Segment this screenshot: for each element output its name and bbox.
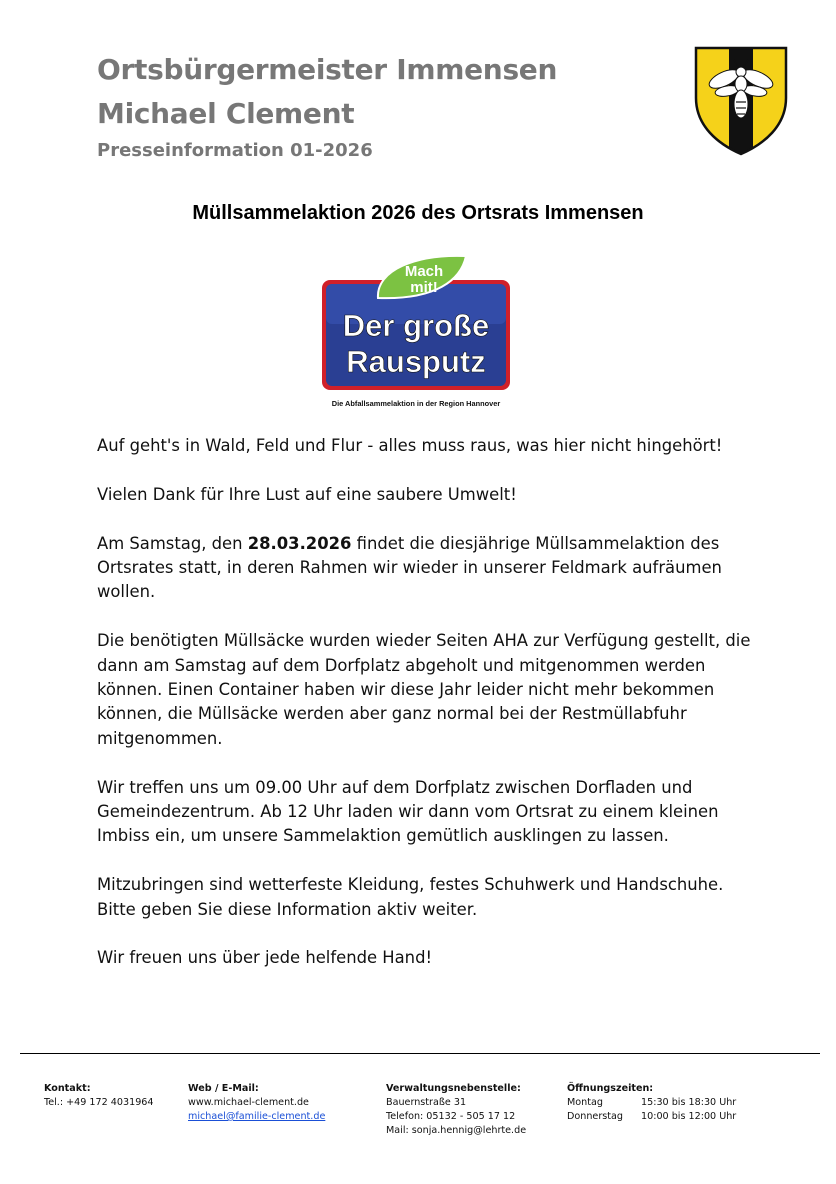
event-date: 28.03.2026 [247, 533, 352, 553]
footer-office-street: Bauernstraße 31 [386, 1097, 467, 1108]
paragraph-date: Am Samstag, den 28.03.2026 findet die diesjährige Müllsammelaktion des Ortsrates statt, in deren Rahmen wir wieder in unserer Feldmark aufräumen wollen. [97, 533, 722, 602]
paragraph-bags: Die benötigten Müllsäcke wurden wieder Seiten AHA zur Verfügung gestellt, die dann am Samstag auf dem Dorfplatz abgeholt und mitgenommen werden können. Einen Container haben wir diese Jahr leider nicht mehr bekommen können, die Müllsäcke werden aber ganz normal bei der Restmüllabfuhr mitgenommen. [97, 631, 751, 748]
footer-email-link[interactable]: michael@familie-clement.de [188, 1111, 326, 1122]
logo-leaf-text-1: Mach [404, 263, 444, 280]
hours-time: 15:30 bis 18:30 Uhr [641, 1097, 737, 1108]
header-title-line2: Michael Clement [97, 97, 355, 130]
paragraph-closing: Wir freuen uns über jede helfende Hand! [97, 948, 433, 968]
paragraph-meeting: Wir treffen uns um 09.00 Uhr auf dem Dorfplatz zwischen Dorfladen und Gemeindezentrum. Ab 12 Uhr laden wir dann vom Ortsrat zu einem kleinen Imbiss ein, um unsere Sammelaktion gemütlich ausklingen zu lassen. [97, 777, 719, 846]
press-info-number: Presseinformation 01-2026 [97, 140, 373, 161]
footer-office-mail: Mail: sonja.hennig@lehrte.de [386, 1125, 527, 1136]
footer-contact [44, 1082, 154, 1110]
hours-row [567, 1110, 736, 1124]
logo-subtitle: Die Abfallsammelaktion in der Region Hannover [331, 399, 501, 408]
footer-office-label: Verwaltungsnebenstelle: [386, 1083, 521, 1094]
logo-main-line1: Der große [342, 308, 490, 343]
hours-day: Donnerstag [567, 1111, 623, 1122]
press-release-body [97, 434, 757, 995]
paragraph-thanks: Vielen Dank für Ihre Lust auf eine saubere Umwelt! [97, 484, 517, 504]
footer-website: www.michael-clement.de [188, 1097, 309, 1108]
footer-hours [567, 1082, 736, 1124]
document-title: Müllsammelaktion 2026 des Ortsrats Immensen [192, 202, 644, 224]
footer-web [188, 1082, 325, 1124]
header-title-line1: Ortsbürgermeister Immensen [97, 53, 558, 86]
hours-row [567, 1096, 736, 1110]
footer-office [386, 1082, 526, 1138]
logo-leaf-text-2: mit! [410, 279, 438, 296]
hours-day: Montag [567, 1097, 603, 1108]
footer-contact-phone: Tel.: +49 172 4031964 [44, 1097, 154, 1108]
footer-hours-label: Öffnungszeiten: [567, 1083, 654, 1094]
footer-web-label: Web / E-Mail: [188, 1083, 259, 1094]
rausputz-logo [316, 250, 516, 410]
paragraph-intro: Auf geht's in Wald, Feld und Flur - alles muss raus, was hier nicht hingehört! [97, 436, 723, 455]
footer-contact-label: Kontakt: [44, 1083, 91, 1094]
footer-divider [20, 1053, 820, 1054]
paragraph-equipment: Mitzubringen sind wetterfeste Kleidung, festes Schuhwerk und Handschuhe. Bitte geben Sie diese Information aktiv weiter. [97, 875, 724, 919]
coat-of-arms-bee-icon [694, 46, 788, 156]
footer-office-phone: Telefon: 05132 - 505 17 12 [386, 1111, 516, 1122]
logo-main-line2: Rausputz [346, 344, 486, 379]
hours-time: 10:00 bis 12:00 Uhr [641, 1111, 737, 1122]
